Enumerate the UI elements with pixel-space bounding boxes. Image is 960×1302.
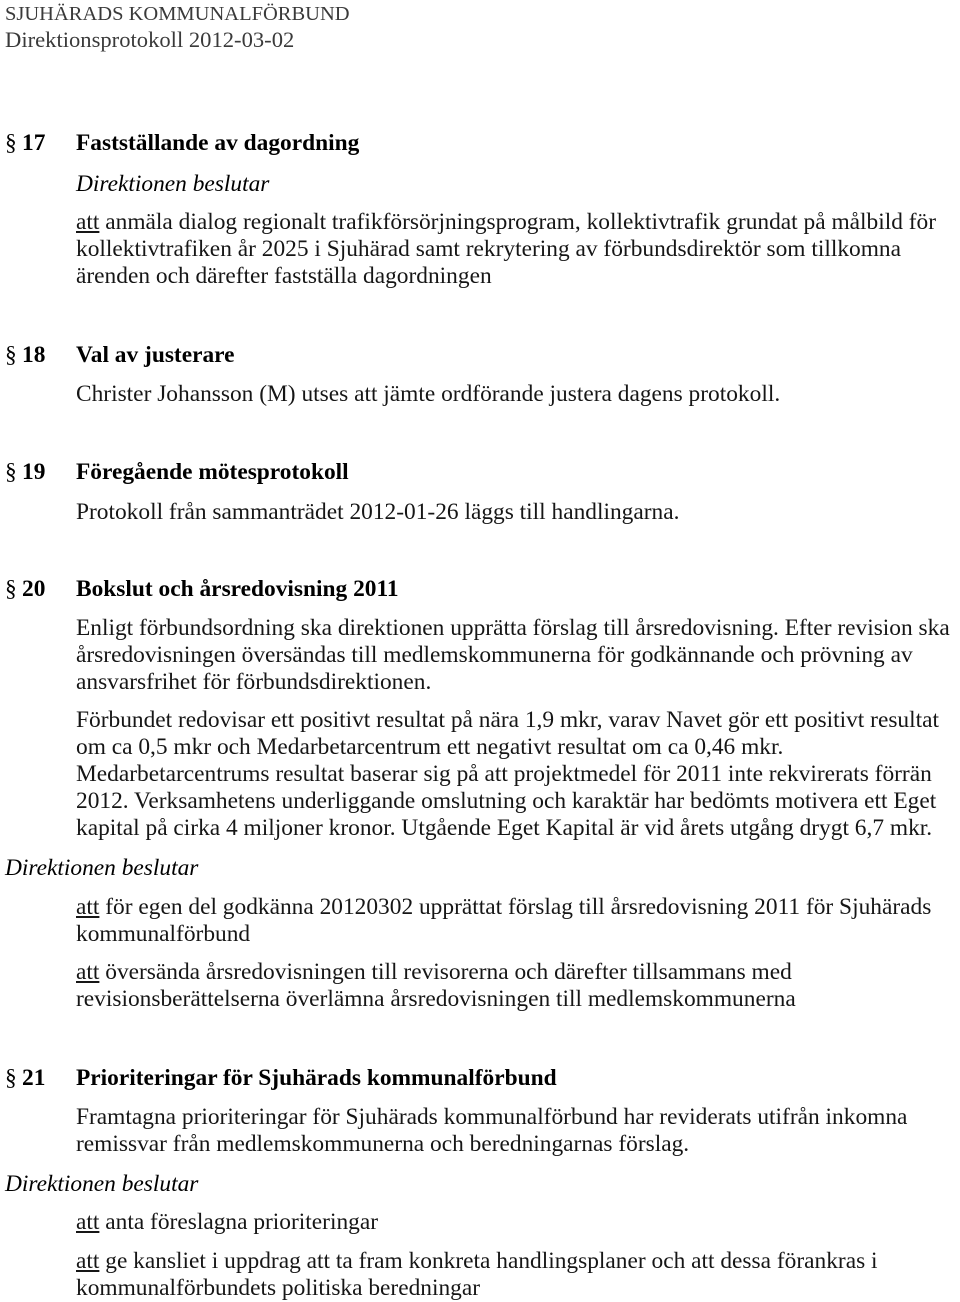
decision-text: för egen del godkänna 20120302 upprättat förslag till årsredovisning 2011 för Sjuhärads (105, 893, 932, 920)
decision-line: ärenden och därefter fastställa dagordningen (76, 262, 492, 289)
section-title: Prioriteringar för Sjuhärads kommunalförbund (76, 1064, 557, 1091)
decision-line (76, 959, 792, 986)
paragraph-line: Protokoll från sammanträdet 2012-01-26 läggs till handlingarna. (76, 498, 680, 525)
section-title: Fastställande av dagordning (76, 129, 360, 156)
decision-text: anmäla dialog regionalt trafikförsörjningsprogram, kollektivtrafik grundat på målbild för (105, 208, 937, 235)
decision-line (76, 209, 936, 236)
paragraph-line: Förbundet redovisar ett positivt resultat på nära 1,9 mkr, varav Navet gör ett positivt resultat (76, 706, 939, 733)
section-sign: § (5, 575, 17, 602)
paragraph-line: Enligt förbundsordning ska direktionen upprätta förslag till årsredovisning. Efter revision ska (76, 614, 950, 641)
decision-line: kommunalförbund (76, 920, 251, 947)
section-title: Val av justerare (76, 341, 235, 368)
decision-keyword: att (76, 208, 100, 235)
decision-heading: Direktionen beslutar (76, 170, 270, 197)
section-number: 19 (22, 458, 46, 485)
section-sign: § (5, 341, 17, 368)
paragraph-line: om ca 0,5 mkr och Medarbetarcentrum ett negativt resultat om ca 0,46 mkr. (76, 733, 784, 760)
section-title: Bokslut och årsredovisning 2011 (76, 575, 399, 602)
decision-line (76, 1209, 378, 1236)
decision-line: kollektivtrafiken år 2025 i Sjuhärad samt rekrytering av förbundsdirektör som tillkomna (76, 235, 901, 262)
decision-line: kommunalförbundets politiska beredningar (76, 1274, 481, 1301)
section-number: 18 (22, 341, 46, 368)
section-heading-20 (0, 576, 960, 603)
document-title: Direktionsprotokoll 2012-03-02 (5, 27, 295, 52)
section-title: Föregående mötesprotokoll (76, 458, 349, 485)
section-number: 20 (22, 575, 46, 602)
section-number: 17 (22, 129, 46, 156)
section-sign: § (5, 1064, 17, 1091)
paragraph-line: ansvarsfrihet för förbundsdirektionen. (76, 668, 432, 695)
section-heading-19 (0, 459, 960, 486)
section-heading-18 (0, 342, 960, 369)
decision-keyword: att (76, 1247, 100, 1274)
paragraph-line: remissvar från medlemskommunerna och beredningarnas förslag. (76, 1130, 690, 1157)
decision-keyword: att (76, 958, 100, 985)
section-number: 21 (22, 1064, 46, 1091)
paragraph-line: Medarbetarcentrums resultat baserar sig på att projektmedel för 2011 inte rekvirerats förrän (76, 760, 932, 787)
decision-line (76, 1248, 878, 1275)
organization-name: SJUHÄRADS KOMMUNALFÖRBUND (5, 3, 350, 25)
section-sign: § (5, 129, 17, 156)
paragraph-line: kapital på cirka 4 miljoner kronor. Utgående Eget Kapital är vid årets utgång drygt 6,7 mkr. (76, 814, 933, 841)
decision-heading: Direktionen beslutar (5, 1170, 199, 1197)
decision-keyword: att (76, 1208, 100, 1235)
paragraph-line: årsredovisningen översändas till medlemskommunerna för godkännande och prövning av (76, 641, 913, 668)
paragraph-line: 2012. Verksamhetens underliggande omslutning och karaktär har bedömts motivera ett Eget (76, 787, 937, 814)
paragraph-line: Framtagna prioriteringar för Sjuhärads kommunalförbund har reviderats utifrån inkomna (76, 1103, 908, 1130)
decision-text: ge kansliet i uppdrag att ta fram konkreta handlingsplaner och att dessa förankras i (105, 1247, 878, 1274)
decision-text: översända årsredovisningen till revisorerna och därefter tillsammans med (105, 958, 792, 985)
section-heading-17 (0, 130, 960, 157)
paragraph-line: Christer Johansson (M) utses att jämte ordförande justera dagens protokoll. (76, 380, 781, 407)
decision-heading: Direktionen beslutar (5, 854, 199, 881)
section-heading-21 (0, 1065, 960, 1092)
decision-keyword: att (76, 893, 100, 920)
section-sign: § (5, 458, 17, 485)
decision-text: anta föreslagna prioriteringar (105, 1208, 379, 1235)
decision-line (76, 894, 931, 921)
decision-line: revisionsberättelserna överlämna årsredovisningen till medlemskommunerna (76, 985, 796, 1012)
